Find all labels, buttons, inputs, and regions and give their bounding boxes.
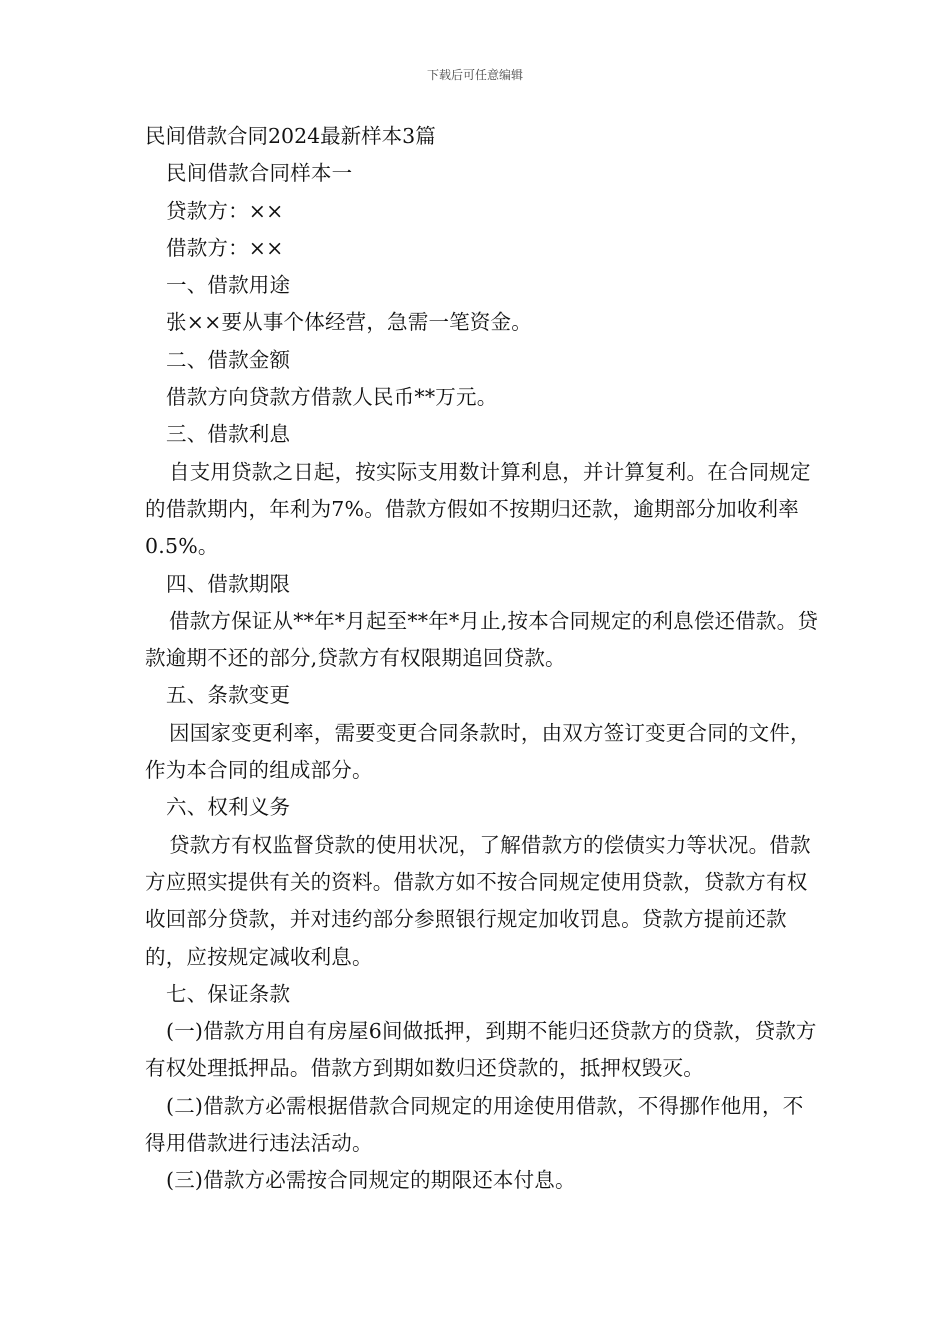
section-7-item-1: (一)借款方用自有房屋6间做抵押，到期不能归还贷款方的贷款，贷款方有权处理抵押品。借款方到期如数归还贷款的，抵押权毁灭。 [145, 1019, 817, 1081]
section-5-heading: 五、条款变更 [166, 683, 291, 708]
section-1-body: 张××要从事个体经营，急需一笔资金。 [166, 310, 532, 335]
section-4-body: 借款方保证从**年*月起至**年*月止,按本合同规定的利息偿还借款。贷款逾期不还的部分,贷款方有权限期追回贷款。 [145, 608, 819, 671]
lender-line: 贷款方：×× [166, 198, 284, 223]
document-body [145, 118, 820, 1200]
borrower-line: 借款方：×× [166, 235, 284, 260]
section-6-heading: 六、权利义务 [166, 795, 291, 820]
document-title: 民间借款合同2024最新样本3篇 [145, 124, 436, 148]
section-3-body: 自支用贷款之日起，按实际支用数计算利息，并计算复利。在合同规定的借款期内，年利为7%。借款方假如不按期归还款，逾期部分加收利率0.5%。 [145, 459, 811, 559]
section-7-heading: 七、保证条款 [166, 981, 291, 1006]
section-1-heading: 一、借款用途 [166, 273, 291, 298]
section-4-heading: 四、借款期限 [166, 571, 291, 596]
page-header: 下载后可任意编辑 [426, 68, 523, 82]
section-3-heading: 三、借款利息 [166, 422, 291, 447]
section-2-body: 借款方向贷款方借款人民币**万元。 [166, 385, 498, 410]
section-7-item-2: (二)借款方必需根据借款合同规定的用途使用借款，不得挪作他用，不得用借款进行违法活动。 [145, 1093, 804, 1156]
section-7-item-3: (三)借款方必需按合同规定的期限还本付息。 [166, 1168, 576, 1193]
section-6-body: 贷款方有权监督贷款的使用状况，了解借款方的偿债实力等状况。借款方应照实提供有关的资料。借款方如不按合同规定使用贷款，贷款方有权收回部分贷款，并对违约部分参照银行规定加收罚息。贷款方提前还款的，应按规定减收利息。 [145, 832, 811, 969]
section-5-body: 因国家变更利率，需要变更合同条款时，由双方签订变更合同的文件，作为本合同的组成部分。 [145, 720, 811, 783]
section-2-heading: 二、借款金额 [166, 347, 291, 372]
document-subtitle: 民间借款合同样本一 [166, 161, 353, 186]
